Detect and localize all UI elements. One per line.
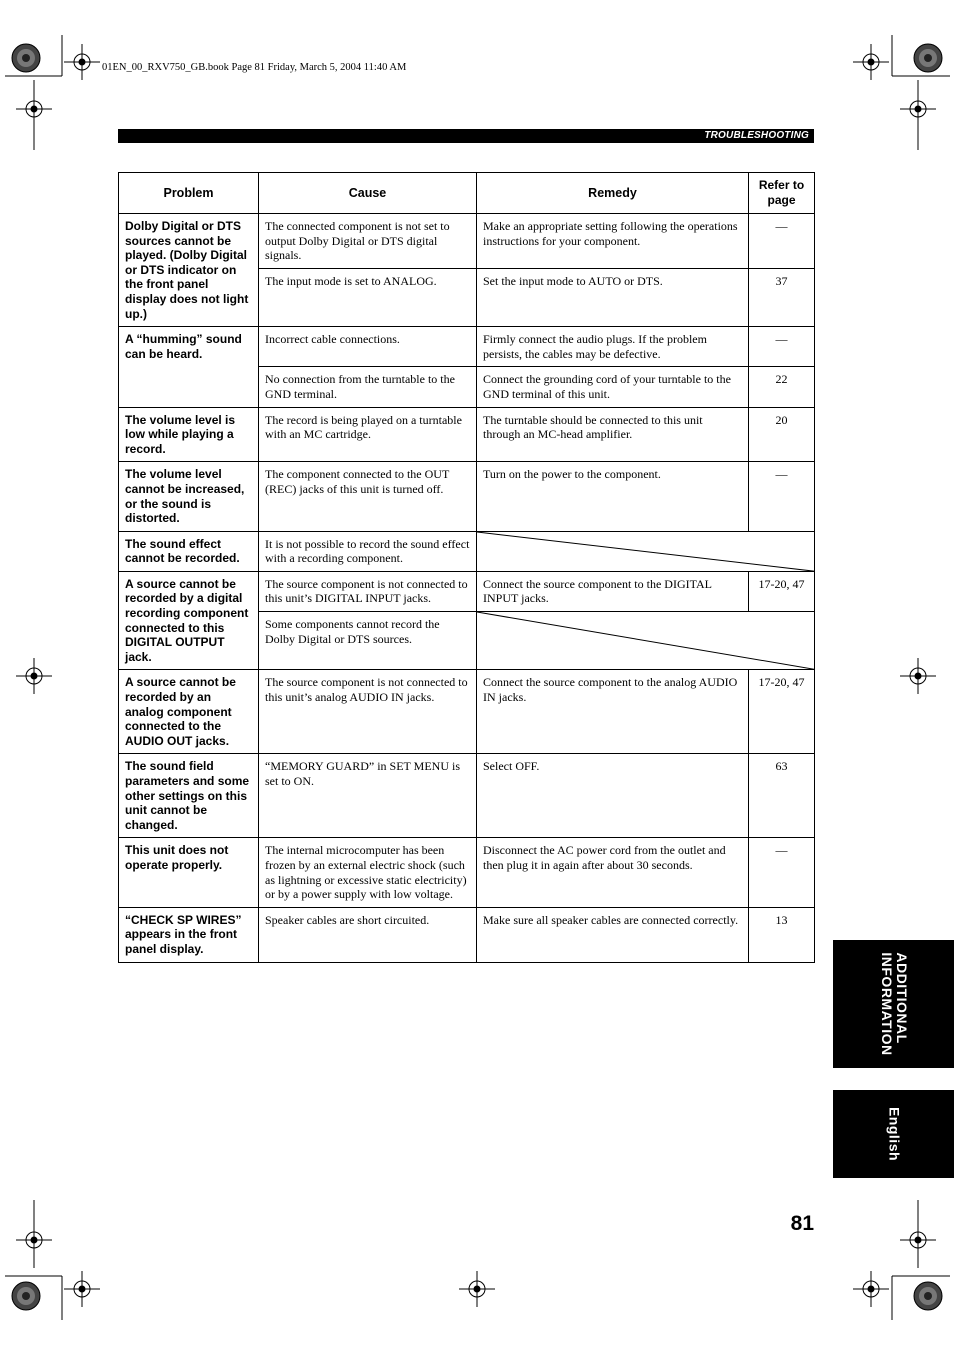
table-row bbox=[119, 907, 815, 962]
cause-cell: It is not possible to record the sound effect with a recording component. bbox=[259, 531, 477, 571]
diagonal-strike bbox=[477, 612, 814, 669]
page-cell: 17-20, 47 bbox=[749, 571, 815, 611]
table-row bbox=[119, 754, 815, 838]
problem-cell: A “humming” sound can be heard. bbox=[119, 327, 259, 407]
side-tab-english-label: English bbox=[886, 1106, 902, 1162]
page-cell: — bbox=[749, 838, 815, 907]
side-tab-english bbox=[833, 1090, 954, 1178]
cause-cell: The source component is not connected to this unit’s DIGITAL INPUT jacks. bbox=[259, 571, 477, 611]
problem-cell: “CHECK SP WIRES” appears in the front panel display. bbox=[119, 907, 259, 962]
file-info: 01EN_00_RXV750_GB.book Page 81 Friday, March 5, 2004 11:40 AM bbox=[102, 62, 407, 73]
section-title: TROUBLESHOOTING bbox=[704, 130, 809, 141]
side-tab-line-2: INFORMATION bbox=[878, 952, 895, 1056]
section-header-bar bbox=[118, 129, 814, 143]
troubleshooting-table bbox=[118, 172, 815, 963]
table-row bbox=[119, 531, 815, 571]
remedy-cell: Disconnect the AC power cord from the outlet and then plug it in again after about 30 seconds. bbox=[477, 838, 749, 907]
page-cell: — bbox=[749, 327, 815, 367]
not-applicable-cell bbox=[477, 531, 815, 571]
diagonal-strike bbox=[477, 532, 814, 571]
remedy-cell: The turntable should be connected to this unit through an MC-head amplifier. bbox=[477, 407, 749, 462]
column-header-page: Refer to page bbox=[749, 173, 815, 214]
page-cell: — bbox=[749, 214, 815, 269]
remedy-cell: Make sure all speaker cables are connected correctly. bbox=[477, 907, 749, 962]
table-row bbox=[119, 214, 815, 269]
remedy-cell: Firmly connect the audio plugs. If the problem persists, the cables may be defective. bbox=[477, 327, 749, 367]
column-header-remedy: Remedy bbox=[477, 173, 749, 214]
page-cell: 17-20, 47 bbox=[749, 670, 815, 754]
remedy-cell: Set the input mode to AUTO or DTS. bbox=[477, 268, 749, 326]
side-tab-additional-label bbox=[879, 952, 909, 1055]
cause-cell: “MEMORY GUARD” in SET MENU is set to ON. bbox=[259, 754, 477, 838]
page-cell: 20 bbox=[749, 407, 815, 462]
side-tab-line-1: ADDITIONAL bbox=[893, 952, 910, 1044]
problem-cell: This unit does not operate properly. bbox=[119, 838, 259, 907]
cause-cell: Speaker cables are short circuited. bbox=[259, 907, 477, 962]
cause-cell: Some components cannot record the Dolby Digital or DTS sources. bbox=[259, 612, 477, 670]
page-cell: 37 bbox=[749, 268, 815, 326]
problem-cell: The sound effect cannot be recorded. bbox=[119, 531, 259, 571]
page-cell: 63 bbox=[749, 754, 815, 838]
problem-cell: The sound field parameters and some other settings on this unit cannot be changed. bbox=[119, 754, 259, 838]
table-row bbox=[119, 462, 815, 531]
page-cell: 13 bbox=[749, 907, 815, 962]
problem-cell: The volume level is low while playing a record. bbox=[119, 407, 259, 462]
cause-cell: The component connected to the OUT (REC) jacks of this unit is turned off. bbox=[259, 462, 477, 531]
problem-cell: A source cannot be recorded by an analog component connected to the AUDIO OUT jacks. bbox=[119, 670, 259, 754]
table-row bbox=[119, 407, 815, 462]
cause-cell: The record is being played on a turntable with an MC cartridge. bbox=[259, 407, 477, 462]
problem-cell: The volume level cannot be increased, or the sound is distorted. bbox=[119, 462, 259, 531]
remedy-cell: Connect the source component to the DIGITAL INPUT jacks. bbox=[477, 571, 749, 611]
cause-cell: The internal microcomputer has been frozen by an external electric shock (such as lightning or excessive static electricity) or by a power supply with low voltage. bbox=[259, 838, 477, 907]
table-row bbox=[119, 327, 815, 367]
page-cell: — bbox=[749, 462, 815, 531]
table-row bbox=[119, 670, 815, 754]
problem-cell: A source cannot be recorded by a digital recording component connected to this DIGITAL OUTPUT jack. bbox=[119, 571, 259, 670]
remedy-cell: Turn on the power to the component. bbox=[477, 462, 749, 531]
cause-cell: The source component is not connected to this unit’s analog AUDIO IN jacks. bbox=[259, 670, 477, 754]
cause-cell: The connected component is not set to output Dolby Digital or DTS digital signals. bbox=[259, 214, 477, 269]
table-header-row bbox=[119, 173, 815, 214]
side-tab-additional-information bbox=[833, 940, 954, 1068]
column-header-cause: Cause bbox=[259, 173, 477, 214]
cause-cell: The input mode is set to ANALOG. bbox=[259, 268, 477, 326]
page-number: 81 bbox=[790, 1212, 814, 1235]
not-applicable-cell bbox=[477, 612, 815, 670]
page-cell: 22 bbox=[749, 367, 815, 407]
cause-cell: No connection from the turntable to the GND terminal. bbox=[259, 367, 477, 407]
remedy-cell: Select OFF. bbox=[477, 754, 749, 838]
remedy-cell: Make an appropriate setting following the operations instructions for your component. bbox=[477, 214, 749, 269]
table-row bbox=[119, 838, 815, 907]
remedy-cell: Connect the grounding cord of your turntable to the GND terminal of this unit. bbox=[477, 367, 749, 407]
problem-cell: Dolby Digital or DTS sources cannot be played. (Dolby Digital or DTS indicator on the front panel display does not light up.) bbox=[119, 214, 259, 327]
table-row bbox=[119, 571, 815, 611]
cause-cell: Incorrect cable connections. bbox=[259, 327, 477, 367]
remedy-cell: Connect the source component to the analog AUDIO IN jacks. bbox=[477, 670, 749, 754]
column-header-problem: Problem bbox=[119, 173, 259, 214]
